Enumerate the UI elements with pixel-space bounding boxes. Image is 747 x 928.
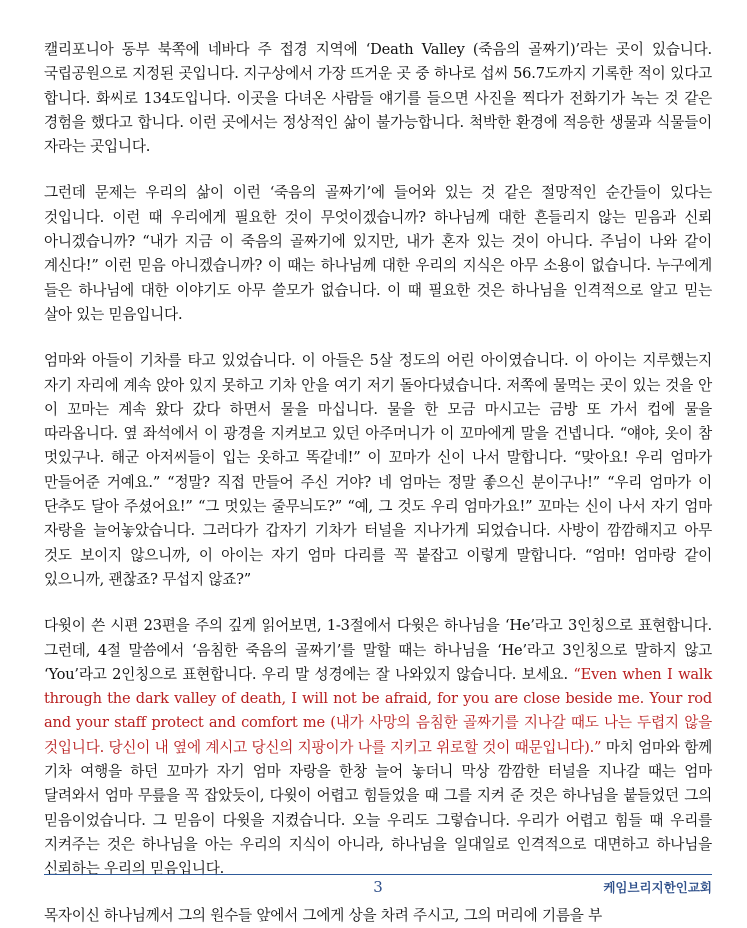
page-number: 3 bbox=[373, 878, 383, 896]
psalm-intro-text: 다윗이 쓴 시편 23편을 주의 깊게 읽어보면, 1-3절에서 다윗은 하나님을 ‘He’라고 3인칭으로 표현합니다. 그런데, 4절 말씀에서 ‘음침한 죽음의 골짜기’를 말할 때는 하나님을 ‘He’라고 3인칭으로 말하지 않고 ‘You’라고 2인칭으로 표현합니다. 우리 말 성경에는 잘 나와있지 않습니다. 보세요. bbox=[44, 617, 712, 683]
paragraph-shepherd: 목자이신 하나님께서 그의 원수들 앞에서 그에게 상을 차려 주시고, 그의 머리에 기름을 부 bbox=[44, 906, 603, 924]
page-footer bbox=[44, 874, 712, 898]
paragraph-psalm-23 bbox=[44, 614, 712, 881]
paragraph-valley-of-death-faith: 그런데 문제는 우리의 삶이 이런 ‘죽음의 골짜기’에 들어와 있는 것 같은 절망적인 순간들이 있다는 것입니다. 이런 때 우리에게 필요한 것이 무엇이겠습니까? 하나님께 대한 흔들리지 않는 믿음과 신뢰 아니겠습니까? “내가 지금 이 죽음의 골짜기에 있지만, 내가 혼자 있는 것이 아니다. 주님이 나와 같이 계신다!” 이런 믿음 아니겠습니까? 이 때는 하나님께 대한 우리의 지식은 아무 소용이 없습니다. 누구에게 들은 하나님에 대한 이야기도 아무 쓸모가 없습니다. 이 때 필요한 것은 하나님을 인격적으로 알고 믿는 살아 있는 믿음입니다. bbox=[44, 184, 712, 323]
paragraph-death-valley: 캘리포니아 동부 북쪽에 네바다 주 접경 지역에 ‘Death Valley (죽음의 골짜기)’라는 곳이 있습니다. 국립공원으로 지정된 곳입니다. 지구상에서 가장 뜨거운 곳 중 하나로 섭씨 56.7도까지 기록한 적이 있다고 합니다. 화씨로 134도입니다. 이곳을 다녀온 사람들 얘기를 들으면 사진을 찍다가 전화기가 녹는 것 같은 경험을 했다고 합니다. 이런 곳에서는 정상적인 삶이 불가능합니다. 척박한 환경에 적응한 생물과 식물들이 자라는 곳입니다. bbox=[44, 41, 712, 156]
footer-divider bbox=[44, 874, 712, 875]
church-name: 케임브리지한인교회 bbox=[603, 880, 712, 895]
paragraph-train-story: 엄마와 아들이 기차를 타고 있었습니다. 이 아들은 5살 정도의 어린 아이였습니다. 이 아이는 지루했는지 자기 자리에 계속 앉아 있지 못하고 기차 안을 여기 저기 돌아다녔습니다. 저쪽에 물먹는 곳이 있는 것을 안 이 꼬마는 계속 왔다 갔다 하면서 물을 마십니다. 물을 한 모금 마시고는 금방 또 가서 컵에 물을 따라옵니다. 옆 좌석에서 이 광경을 지켜보고 있던 아주머니가 이 꼬마에게 말을 건넵니다. “얘야, 옷이 참 멋있구나. 해군 아저씨들이 입는 옷하고 똑같네!” 이 꼬마가 신이 나서 말합니다. “맞아요! 우리 엄마가 만들어준 거예요.” “정말? 직접 만들어 주신 거야? 네 엄마는 정말 좋으신 분이구나!” “우리 엄마가 이 단추도 달아 주셨어요!” “그 멋있는 줄무늬도?” “예, 그 것도 우리 엄마가요!” 꼬마는 신이 나서 자기 엄마 자랑을 늘어놓았습니다. 그러다가 갑자기 기차가 터널을 지나가게 되었습니다. 사방이 깜깜해지고 아무 것도 보이지 않으니까, 이 아이는 자기 엄마 다리를 꼭 붙잡고 이렇게 말합니다. “엄마! 엄마랑 같이 있으니까, 괜찮죠? 무섭지 않죠?” bbox=[44, 352, 712, 588]
psalm-quote: “Even when I walk through the dark valley of death, I will not be afraid, for you are close beside me. Your rod and your staff protect and comfort me (내가 사망의 음침한 골짜기를 지나갈 때도 나는 두렵지 않을 것입니다. 당신이 내 옆에 계시고 당신의 지팡이가 나를 지키고 위로할 것이 때문입니다).” bbox=[44, 665, 712, 756]
psalm-conclusion-text: 마치 엄마와 함께 기차 여행을 하던 꼬마가 자기 엄마 자랑을 한창 늘어 놓더니 막상 깜깜한 터널을 지나갈 때는 엄마 달려와서 엄마 무릎을 꼭 잡았듯이, 다윗이 어렵고 힘들었을 때 그를 지켜 준 것은 하나님을 붙들었던 그의 믿음이었습니다. 그 믿음이 다윗을 지켰습니다. 오늘 우리도 그렇습니다. 우리가 어렵고 힘들 때 우리를 지켜주는 것은 하나님을 아는 우리의 지식이 아니라, 하나님을 일대일로 인격적으로 대면하고 하나님을 신뢰하는 우리의 믿음입니다. bbox=[44, 738, 712, 878]
document-body bbox=[44, 38, 712, 928]
